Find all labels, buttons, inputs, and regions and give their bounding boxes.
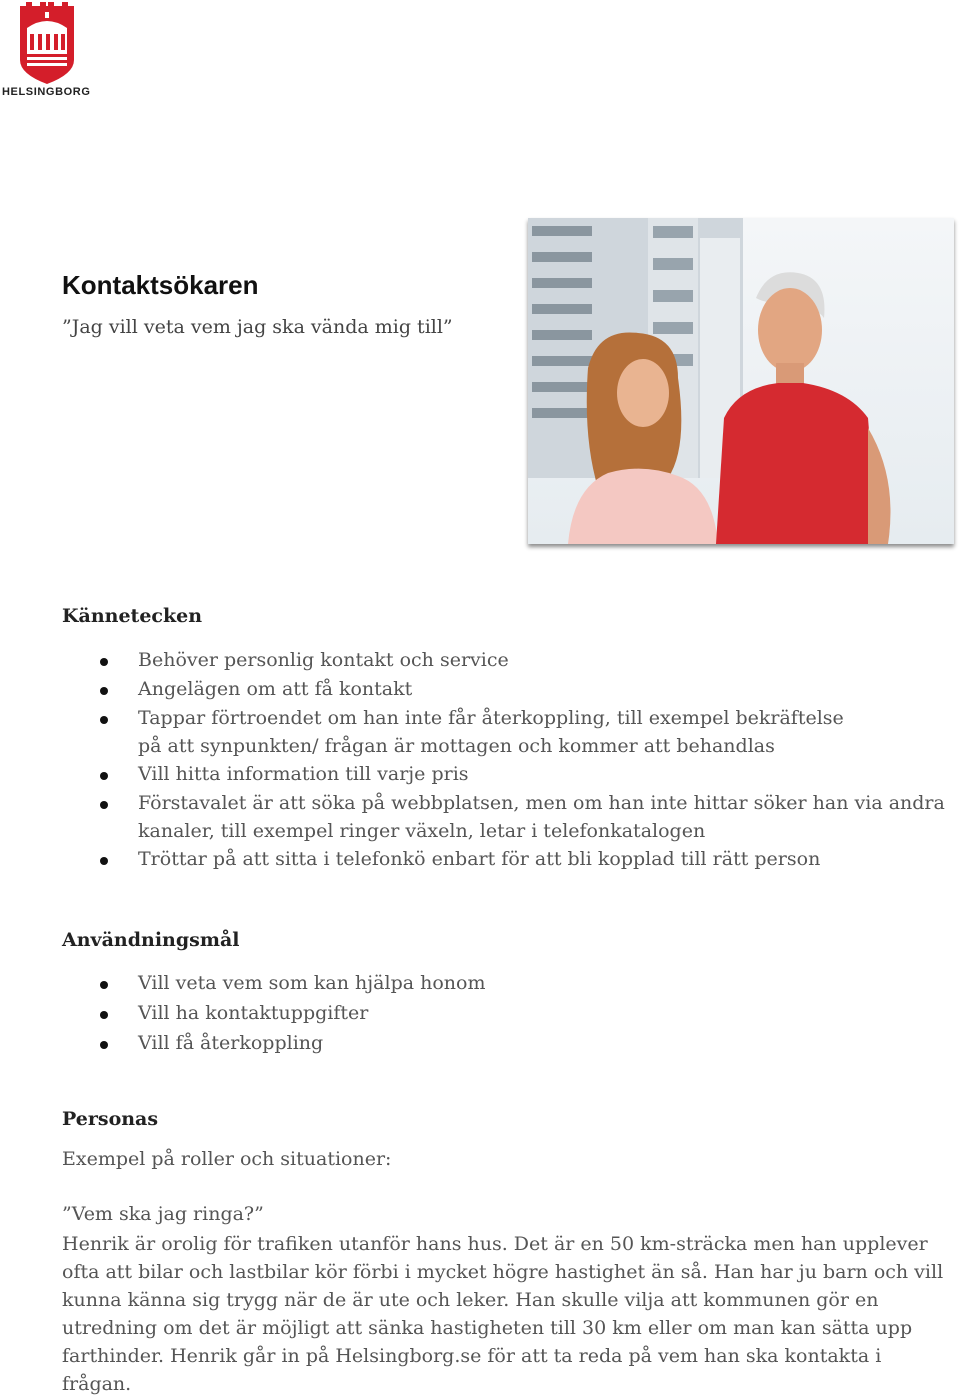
list-item xyxy=(0,704,960,760)
list-item xyxy=(0,969,960,998)
list-item-text: Förstavalet är att söka på webbplatsen, men om han inte hittar söker han via andra kanaler, till exempel ringer växeln, letar i telefonkatalogen xyxy=(138,792,945,842)
heading-anvandningsmal: Användningsmål xyxy=(62,929,240,951)
list-item-text: Angelägen om att få kontakt xyxy=(138,678,413,700)
couple-photo xyxy=(528,218,954,544)
list-item xyxy=(0,646,960,675)
list-item xyxy=(0,999,960,1028)
list-item-text: Vill hitta information till varje pris xyxy=(138,763,469,785)
helsingborg-logo xyxy=(0,0,100,100)
list-kannetecken xyxy=(0,646,960,874)
list-item-text: Vill få återkoppling xyxy=(138,1032,324,1054)
list-item-text: Vill veta vem som kan hjälpa honom xyxy=(138,972,486,994)
page-title: Kontaktsökaren xyxy=(62,270,259,300)
list-item xyxy=(0,760,960,789)
list-item-text: Tröttar på att sitta i telefonkö enbart för att bli kopplad till rätt person xyxy=(138,848,821,870)
list-item-text: Vill ha kontaktuppgifter xyxy=(138,1002,369,1024)
list-item xyxy=(0,1029,960,1058)
list-item-text: Tappar förtroendet om han inte får återkoppling, till exempel bekräftelse på att synpunkten/ frågan är mottagen och kommer att behandlas xyxy=(138,707,844,757)
helsingborg-crest-icon xyxy=(18,2,76,84)
page-subtitle: ”Jag vill veta vem jag ska vända mig till” xyxy=(62,316,453,338)
heading-kannetecken: Kännetecken xyxy=(62,605,203,627)
list-item-text: Behöver personlig kontakt och service xyxy=(138,649,509,671)
list-item xyxy=(0,789,960,845)
logo-text: HELSINGBORG xyxy=(2,86,91,98)
personas-intro: Exempel på roller och situationer: xyxy=(62,1148,392,1170)
list-item xyxy=(0,675,960,704)
list-item xyxy=(0,845,960,874)
personas-body: Henrik är orolig för trafiken utanför hans hus. Det är en 50 km-sträcka men han upplever ofta att bilar och lastbilar kör förbi i mycket högre hastighet än så. Han har ju barn och vill kunna känna sig trygg när de är ute och leker. Han skulle vilja att kommunen gör en utredning om det är möjligt att sänka hastigheten till 30 km eller om man kan sätta upp farthinder. Henrik går in på Helsingborg.se för att ta reda på vem han ska kontakta i frågan. xyxy=(62,1233,944,1395)
list-anvandningsmal xyxy=(0,969,960,1058)
heading-personas: Personas xyxy=(62,1108,159,1130)
personas-quote: ”Vem ska jag ringa?” xyxy=(62,1203,264,1225)
